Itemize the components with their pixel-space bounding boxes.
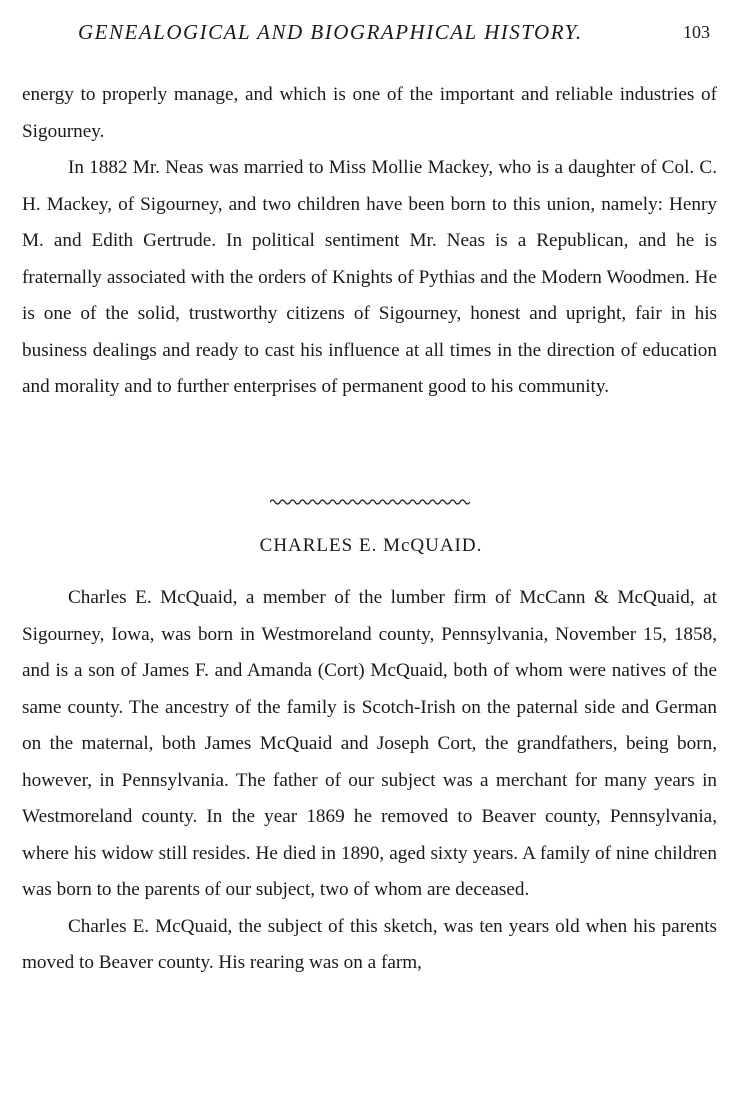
paragraph: energy to properly manage, and which is one of the important and reliable industries of Sigourney. [22,84,717,142]
paragraph: Charles E. McQuaid, the subject of this sketch, was ten years old when his parents moved to Beaver county. His rearing was on a farm, [22,915,717,973]
body-text-bottom [22,580,717,982]
page-header [0,0,742,60]
running-title: GENEALOGICAL AND BIOGRAPHICAL HISTORY. [78,20,583,44]
paragraph: Charles E. McQuaid, a member of the lumber firm of McCann & McQuaid, at Sigourney, Iowa, was born in Westmoreland county, Pennsylvania, November 15, 1858, and is a son of James F. and Amanda (Cort) McQuaid, both of whom were natives of the same county. The ancestry of the family is Scotch-Irish on the paternal side and German on the maternal, both James McQuaid and Joseph Cort, the grandfathers, being born, however, in Pennsylvania. The father of our subject was a merchant for many years in Westmoreland county. In the year 1869 he removed to Beaver county, Pennsylvania, where his widow still resides. He died in 1890, aged sixty years. A family of nine children was born to the parents of our subject, two of whom are deceased. [22,587,717,900]
page-number: 103 [683,22,710,42]
paragraph: In 1882 Mr. Neas was married to Miss Mollie Mackey, who is a daughter of Col. C. H. Mackey, of Sigourney, and two children have been born to this union, namely: Henry M. and Edith Gertrude. In political sentiment Mr. Neas is a Republican, and he is fraternally associated with the orders of Knights of Pythias and the Modern Woodmen. He is one of the solid, trustworthy citizens of Sigourney, honest and upright, fair in his business dealings and ready to cast his influence at all times in the direction of education and morality and to further enterprises of permanent good to his community. [22,157,717,397]
section-divider-ornament [270,496,470,508]
body-text-top [22,77,717,406]
section-title: CHARLES E. McQUAID. [259,535,483,556]
